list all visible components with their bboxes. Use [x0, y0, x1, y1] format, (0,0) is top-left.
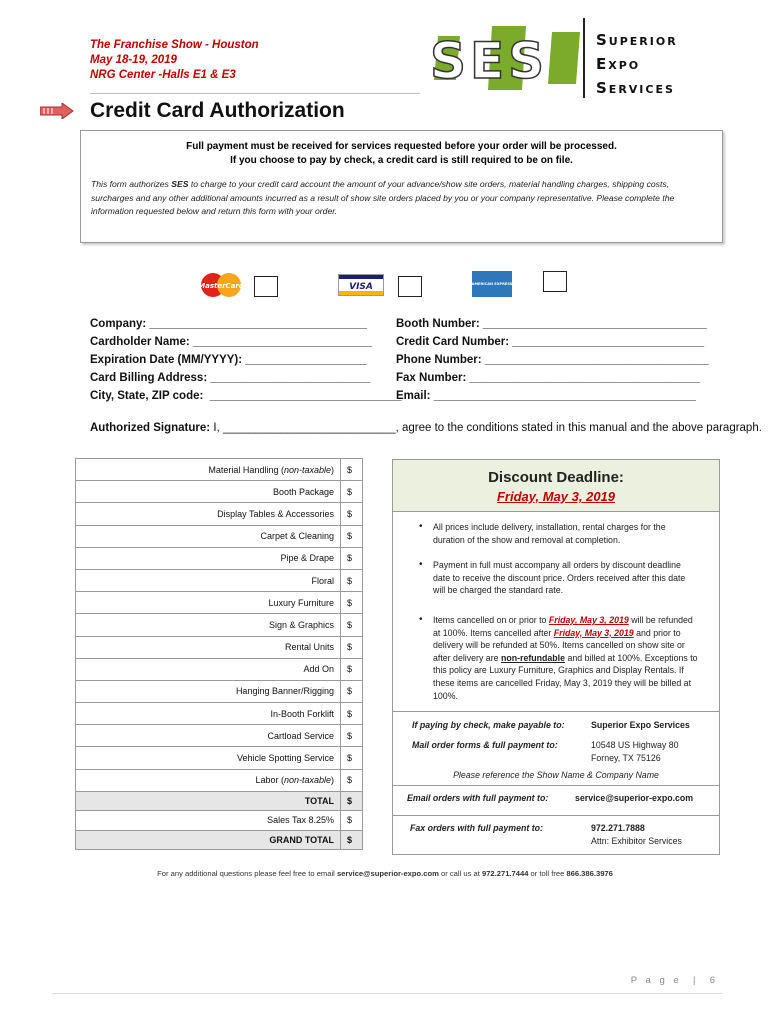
ses-logo-graphic: [430, 22, 590, 94]
page-num: 6: [709, 975, 718, 986]
fax-number-field[interactable]: Fax Number: ____________________________________: [396, 372, 700, 384]
fax-orders-label: Fax orders with full payment to:: [410, 823, 543, 833]
cardholder-name-field[interactable]: Cardholder Name: ____________________________: [90, 336, 372, 348]
header-divider: [90, 93, 420, 94]
discount-bullet-1: • All prices include delivery, installation, rental charges for the duration of the show and removal at completion.: [433, 521, 698, 546]
visa-logo: [338, 274, 384, 296]
item-label: Vehicle Spotting Service: [76, 747, 341, 769]
footer-phone: 972.271.7444: [481, 869, 529, 878]
arrow-icon: [40, 103, 74, 119]
mail-address-line-2: Forney, TX 75126: [591, 753, 661, 763]
table-row: [76, 569, 363, 591]
page-number: [631, 975, 718, 986]
footer-text-1: For any additional questions please feel free to email: [157, 869, 337, 878]
amex-logo: [472, 271, 512, 297]
item-label: Sales Tax 8.25%: [76, 810, 341, 830]
bullet-3-nonrefundable: non-refundable: [500, 652, 565, 663]
bullet-3-part-d: and billed at 100%. Exceptions to this policy are Luxury Furniture, Graphics and Display Rentals. If these items are cancelled Friday, May 3, 2019 they will be billed at 100%.: [433, 652, 698, 701]
table-row: [76, 747, 363, 769]
check-payable-label: If paying by check, make payable to:: [412, 720, 565, 730]
discount-title: Discount Deadline:: [488, 469, 624, 486]
item-amount[interactable]: $: [341, 569, 363, 591]
item-label: Cartload Service: [76, 725, 341, 747]
company-field[interactable]: Company: __________________________________: [90, 318, 367, 330]
item-amount[interactable]: $: [341, 481, 363, 503]
notice-para-ses: SES: [171, 179, 189, 189]
logo-separator: [583, 18, 585, 98]
discount-bullet-3: [433, 614, 698, 702]
notice-paragraph: [91, 178, 712, 219]
table-row: [76, 525, 363, 547]
footer-text-2: or call us at: [438, 869, 482, 878]
item-label: Floral: [76, 569, 341, 591]
email-orders-value[interactable]: service@superior-expo.com: [575, 793, 694, 803]
bullet-3-part-b: will be refunded at 100%. Items cancelled after: [433, 615, 693, 638]
item-label: Sign & Graphics: [76, 614, 341, 636]
email-orders-label: Email orders with full payment to:: [407, 793, 549, 803]
item-label: Add On: [76, 658, 341, 680]
item-amount[interactable]: $: [341, 503, 363, 525]
sales-tax-row: [76, 810, 363, 830]
mail-orders-label: Mail order forms & full payment to:: [412, 740, 558, 750]
notice-para-rest: to charge to your credit card account the amount of your advance/show site orders, material handling charges, shipping costs, surcharges and any other additional amounts incurred as a result of show site orders placed by you or your company representative. Please complete the information requested below and return this form with your order.: [91, 179, 675, 216]
notice-para-start: This form authorizes: [91, 179, 172, 189]
svg-text:SES: SES: [430, 32, 549, 90]
item-amount[interactable]: $: [341, 592, 363, 614]
item-label: Material Handling (non-taxable): [76, 459, 341, 481]
mastercard-text: MasterCard: [198, 282, 244, 290]
table-row: [76, 680, 363, 702]
signature-line[interactable]: [90, 422, 762, 434]
check-payable-value: Superior Expo Services: [591, 720, 690, 730]
item-label: Display Tables & Accessories: [76, 503, 341, 525]
footer-email[interactable]: service@superior-expo.com: [336, 869, 439, 878]
mastercard-checkbox[interactable]: [254, 276, 278, 297]
logo-word-expo: Expo: [596, 55, 641, 73]
logo-word-superior: Superior: [596, 31, 678, 49]
table-row: [76, 636, 363, 658]
booth-number-field[interactable]: Booth Number: ___________________________________: [396, 318, 707, 330]
item-amount[interactable]: $: [341, 791, 363, 810]
amex-checkbox[interactable]: [543, 271, 567, 292]
table-row: [76, 503, 363, 525]
discount-date: Friday, May 3, 2019: [496, 489, 616, 504]
expiration-date-field[interactable]: Expiration Date (MM/YYYY): ___________________: [90, 354, 367, 366]
item-amount[interactable]: $: [341, 725, 363, 747]
discount-panel: [392, 459, 720, 855]
notice-bold-text: [81, 140, 722, 168]
table-row: [76, 658, 363, 680]
show-dates: May 18-19, 2019: [90, 54, 177, 66]
page-sep: |: [692, 975, 699, 986]
panel-divider-1: [393, 711, 719, 712]
item-label: Labor (non-taxable): [76, 769, 341, 791]
total-row: [76, 791, 363, 810]
table-row: [76, 481, 363, 503]
mail-orders-note: Please reference the Show Name & Company Name: [453, 770, 659, 780]
item-label: Booth Package: [76, 481, 341, 503]
email-field[interactable]: Email: _________________________________________: [396, 390, 696, 402]
bullet-3-date-1: Friday, May 3, 2019: [548, 615, 629, 625]
item-amount[interactable]: $: [341, 525, 363, 547]
logo-word-services: Services: [596, 79, 675, 97]
item-label: Pipe & Drape: [76, 547, 341, 569]
item-label: GRAND TOTAL: [76, 830, 341, 849]
item-amount[interactable]: $: [341, 636, 363, 658]
item-amount[interactable]: $: [341, 830, 363, 849]
page-title: Credit Card Authorization: [90, 99, 345, 122]
table-row: [76, 547, 363, 569]
bullet-3-part-c: and prior to delivery will be refunded at 50%. Items cancelled on show site or after delivery are: [433, 627, 685, 663]
phone-number-field[interactable]: Phone Number: ___________________________________: [396, 354, 709, 366]
ses-logo: [430, 22, 590, 94]
bullet-3-date-2: Friday, May 3, 2019: [553, 627, 634, 638]
notice-line-2: If you choose to pay by check, a credit card is still required to be on file.: [230, 155, 573, 166]
credit-card-number-field[interactable]: Credit Card Number: ______________________________: [396, 336, 705, 348]
item-amount[interactable]: $: [341, 810, 363, 830]
notice-box: [80, 130, 723, 243]
discount-bullet-2: • Payment in full must accompany all orders by discount deadline date to receive the discount price. Orders received after this date will be charged the standard rate.: [433, 559, 698, 597]
table-row: [76, 769, 363, 791]
item-label: Hanging Banner/Rigging: [76, 680, 341, 702]
table-row: [76, 614, 363, 636]
footer-text-3: or toll free: [528, 869, 567, 878]
city-state-zip-field[interactable]: City, State, ZIP code: ______________________________: [90, 390, 402, 402]
fax-number: 972.271.7888: [591, 823, 645, 833]
table-row: [76, 725, 363, 747]
fax-orders-value: [591, 822, 682, 848]
item-amount[interactable]: $: [341, 547, 363, 569]
billing-address-field[interactable]: Card Billing Address: _________________________: [90, 372, 371, 384]
item-amount[interactable]: $: [341, 747, 363, 769]
footer-contact: [0, 869, 770, 878]
item-amount[interactable]: $: [341, 614, 363, 636]
show-info: [90, 38, 259, 83]
item-label: Rental Units: [76, 636, 341, 658]
panel-divider-3: [393, 815, 719, 816]
amex-text: AMERICAN EXPRESS: [472, 282, 512, 286]
mail-address-line-1: 10548 US Highway 80: [591, 740, 679, 750]
item-amount[interactable]: $: [341, 703, 363, 725]
show-venue: NRG Center -Halls E1 & E3: [90, 69, 236, 81]
item-amount[interactable]: $: [341, 459, 363, 481]
order-items-table: [75, 458, 363, 850]
visa-text: VISA: [349, 282, 373, 292]
notice-line-1: Full payment must be received for services requested before your order will be processed.: [186, 141, 617, 152]
table-row: [76, 592, 363, 614]
item-label: Carpet & Cleaning: [76, 525, 341, 547]
page-footer-rule: [52, 993, 722, 994]
signature-text: I, ___________________________, agree to the conditions stated in this manual and the above paragraph.: [210, 422, 762, 434]
footer-tollfree: 866.386.3976: [566, 869, 613, 878]
show-name: The Franchise Show - Houston: [90, 39, 259, 51]
logo-wordmark: [596, 28, 678, 100]
panel-divider-2: [393, 785, 719, 786]
item-label: TOTAL: [76, 791, 341, 810]
table-row: [76, 459, 363, 481]
signature-label: Authorized Signature:: [90, 422, 211, 434]
item-amount[interactable]: $: [341, 769, 363, 791]
bullet-3-part-a: Items cancelled on or prior to: [433, 615, 549, 625]
visa-checkbox[interactable]: [398, 276, 422, 297]
item-amount[interactable]: $: [341, 658, 363, 680]
fax-attn: Attn: Exhibitor Services: [591, 836, 682, 846]
item-label: Luxury Furniture: [76, 592, 341, 614]
mastercard-logo: [198, 272, 244, 298]
item-amount[interactable]: $: [341, 680, 363, 702]
item-label: In-Booth Forklift: [76, 703, 341, 725]
table-row: [76, 703, 363, 725]
discount-header: [393, 460, 719, 512]
mail-orders-address: [591, 739, 679, 765]
page-label: P a g e: [630, 975, 682, 986]
grand-total-row: [76, 830, 363, 849]
